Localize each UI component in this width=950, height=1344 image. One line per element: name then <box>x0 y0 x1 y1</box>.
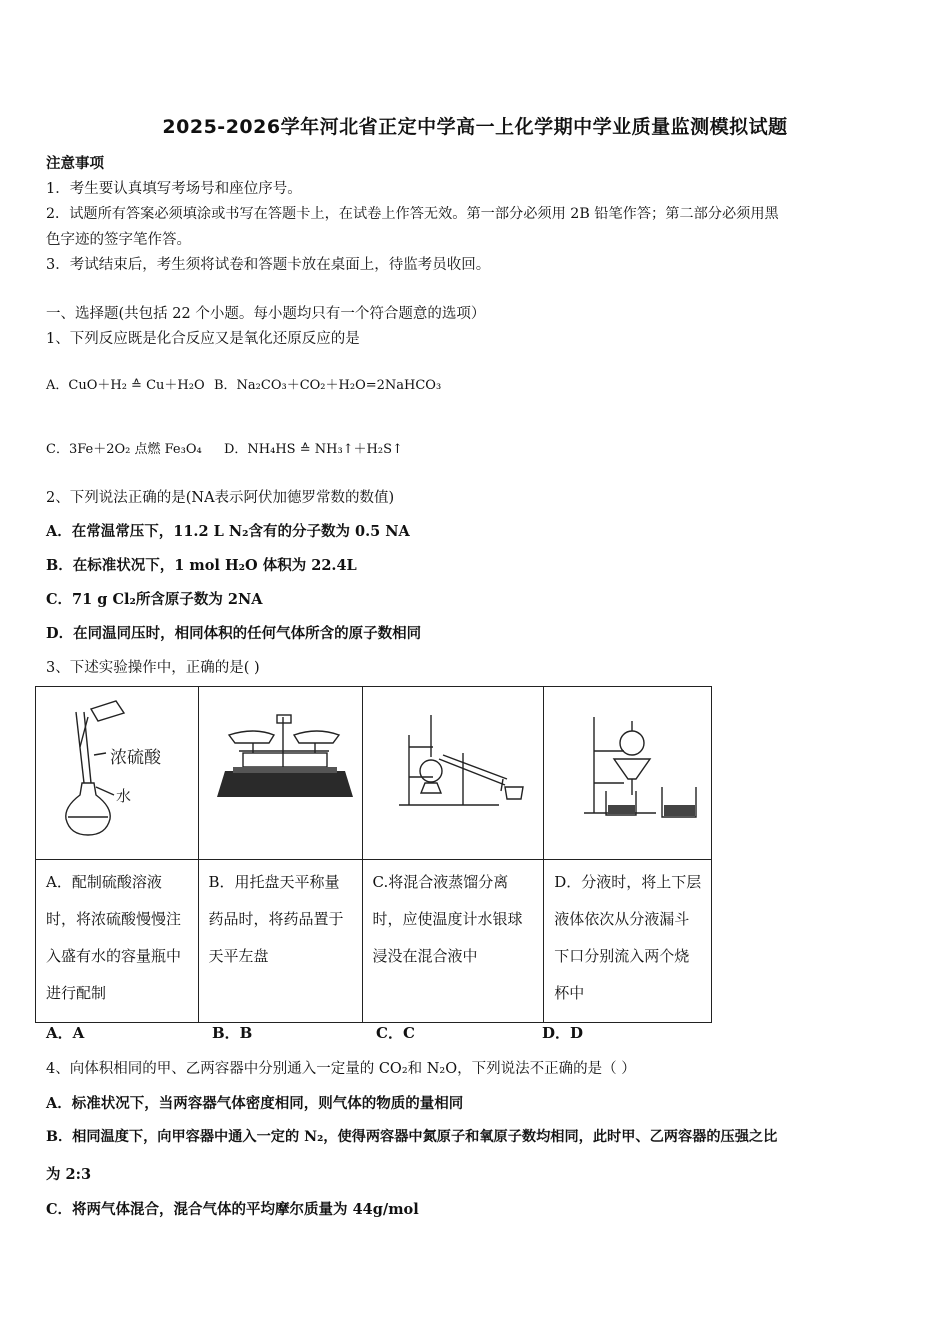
q3-image-b <box>198 687 362 860</box>
q3-cell-c: C.将混合液蒸馏分离时，应使温度计水银球浸没在混合液中 <box>362 860 544 1023</box>
volumetric-flask-diagram <box>36 687 196 855</box>
section-heading: 一、选择题(共包括 22 个小题。每小题均只有一个符合题意的选项） <box>46 306 486 322</box>
q1-option-d: D．NH₄HS ≙ NH₃↑＋H₂S↑ <box>224 442 403 457</box>
q3-image-c <box>362 687 544 860</box>
q1-stem: 1、下列反应既是化合反应又是氧化还原反应的是 <box>46 331 360 347</box>
q3-stem: 3、下述实验操作中，正确的是( ) <box>46 660 260 676</box>
notice-item-3: 3．考试结束后，考生须将试卷和答题卡放在桌面上，待监考员收回。 <box>46 257 491 273</box>
q3-options-table <box>35 686 712 1023</box>
q1-option-c: C．3Fe＋2O₂ 点燃 Fe₃O₄ <box>46 442 202 457</box>
q3-image-a <box>36 687 199 860</box>
q1-option-a: A．CuO＋H₂ ≙ Cu＋H₂O <box>46 378 205 393</box>
separatory-funnel-diagram <box>544 687 710 855</box>
label-water: 水 <box>116 787 132 805</box>
notice-item-1: 1．考生要认真填写考场号和座位序号。 <box>46 181 302 197</box>
q4-stem: 4、向体积相同的甲、乙两容器中分别通入一定量的 CO₂和 N₂O，下列说法不正确的是（ ） <box>46 1061 636 1077</box>
q4-option-a: A．标准状况下，当两容器气体密度相同，则气体的物质的量相同 <box>46 1095 464 1112</box>
q3-option-a: A．A <box>46 1024 85 1042</box>
q3-cell-d: D．分液时，将上下层液体依次从分液漏斗下口分别流入两个烧杯中 <box>544 860 712 1023</box>
notice-item-2b: 色字迹的签字笔作答。 <box>46 232 191 248</box>
q2-option-b: B．在标准状况下，1 mol H₂O 体积为 22.4L <box>46 557 357 574</box>
distillation-apparatus-diagram <box>363 687 543 855</box>
q3-option-d: D．D <box>542 1024 584 1042</box>
q1-option-b: B．Na₂CO₃＋CO₂＋H₂O=2NaHCO₃ <box>214 378 442 393</box>
notice-item-2a: 2．试题所有答案必须填涂或书写在答题卡上，在试卷上作答无效。第一部分必须用 2B 铅笔作答；第二部分必须用黑 <box>46 206 779 222</box>
q2-option-a: A．在常温常压下，11.2 L N₂含有的分子数为 0.5 NA <box>46 523 410 540</box>
label-concentrated-acid: 浓硫酸 <box>110 748 161 768</box>
page-title: 2025-2026学年河北省正定中学高一上化学期中学业质量监测模拟试题 <box>162 116 788 138</box>
q3-cell-a: A．配制硫酸溶液时，将浓硫酸慢慢注入盛有水的容量瓶中进行配制 <box>36 860 199 1023</box>
q2-stem: 2、下列说法正确的是(NA表示阿伏加德罗常数的数值) <box>46 490 395 506</box>
q4-option-b-line1: B．相同温度下，向甲容器中通入一定的 N₂，使得两容器中氮原子和氧原子数均相同，此时甲、乙两容器的压强之比 <box>46 1129 778 1145</box>
q3-cell-b: B．用托盘天平称量药品时，将药品置于天平左盘 <box>198 860 362 1023</box>
notice-heading: 注意事项 <box>46 155 104 172</box>
balance-scale-diagram <box>199 687 362 855</box>
q3-option-c: C．C <box>376 1024 415 1042</box>
q3-option-b: B．B <box>212 1024 253 1042</box>
q2-option-d: D．在同温同压时，相同体积的任何气体所含的原子数相同 <box>46 625 422 642</box>
q4-option-b-line2: 为 2:3 <box>46 1166 92 1183</box>
q2-option-c: C．71 g Cl₂所含原子数为 2NA <box>46 591 263 608</box>
q3-image-d <box>544 687 712 860</box>
q4-option-c: C．将两气体混合，混合气体的平均摩尔质量为 44g/mol <box>46 1201 419 1218</box>
